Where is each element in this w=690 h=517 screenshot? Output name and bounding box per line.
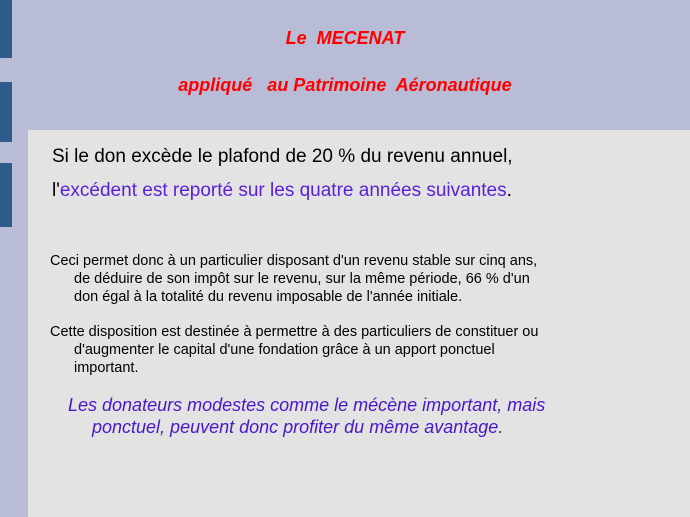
explanation-paragraph-2 <box>50 323 670 377</box>
conclusion-text <box>68 394 668 438</box>
paragraph-2-line-3: important. <box>74 360 139 376</box>
statement-highlight: excédent est reporté sur les quatre années suivantes <box>59 180 507 201</box>
statement-suffix: . <box>506 180 512 201</box>
paragraph-2-line-1: Cette disposition est destinée à permettre à des particuliers de constituer ou <box>50 324 539 340</box>
conclusion-line-2: ponctuel, peuvent donc profiter du même avantage. <box>92 417 504 437</box>
explanation-paragraph-1 <box>50 252 670 306</box>
paragraph-1-line-1: Ceci permet donc à un particulier disposant d'un revenu stable sur cinq ans, <box>50 253 538 269</box>
slide-subtitle: appliqué au Patrimoine Aéronautique <box>178 75 512 95</box>
statement-prefix: l' <box>52 180 60 201</box>
slide-title: Le MECENAT <box>285 28 405 48</box>
statement-line-1: Si le don excède le plafond de 20 % du revenu annuel, <box>52 146 513 167</box>
paragraph-1-line-3: don égal à la totalité du revenu imposable de l'année initiale. <box>74 289 463 305</box>
conclusion-line-1: Les donateurs modestes comme le mécène important, mais <box>68 395 546 415</box>
decorative-bar-bottom <box>0 163 12 227</box>
statement-line-2 <box>52 180 512 202</box>
paragraph-2-line-2: d'augmenter le capital d'une fondation grâce à un apport ponctuel <box>74 342 495 358</box>
paragraph-1-line-2: de déduire de son impôt sur le revenu, sur la même période, 66 % d'un <box>74 271 530 287</box>
